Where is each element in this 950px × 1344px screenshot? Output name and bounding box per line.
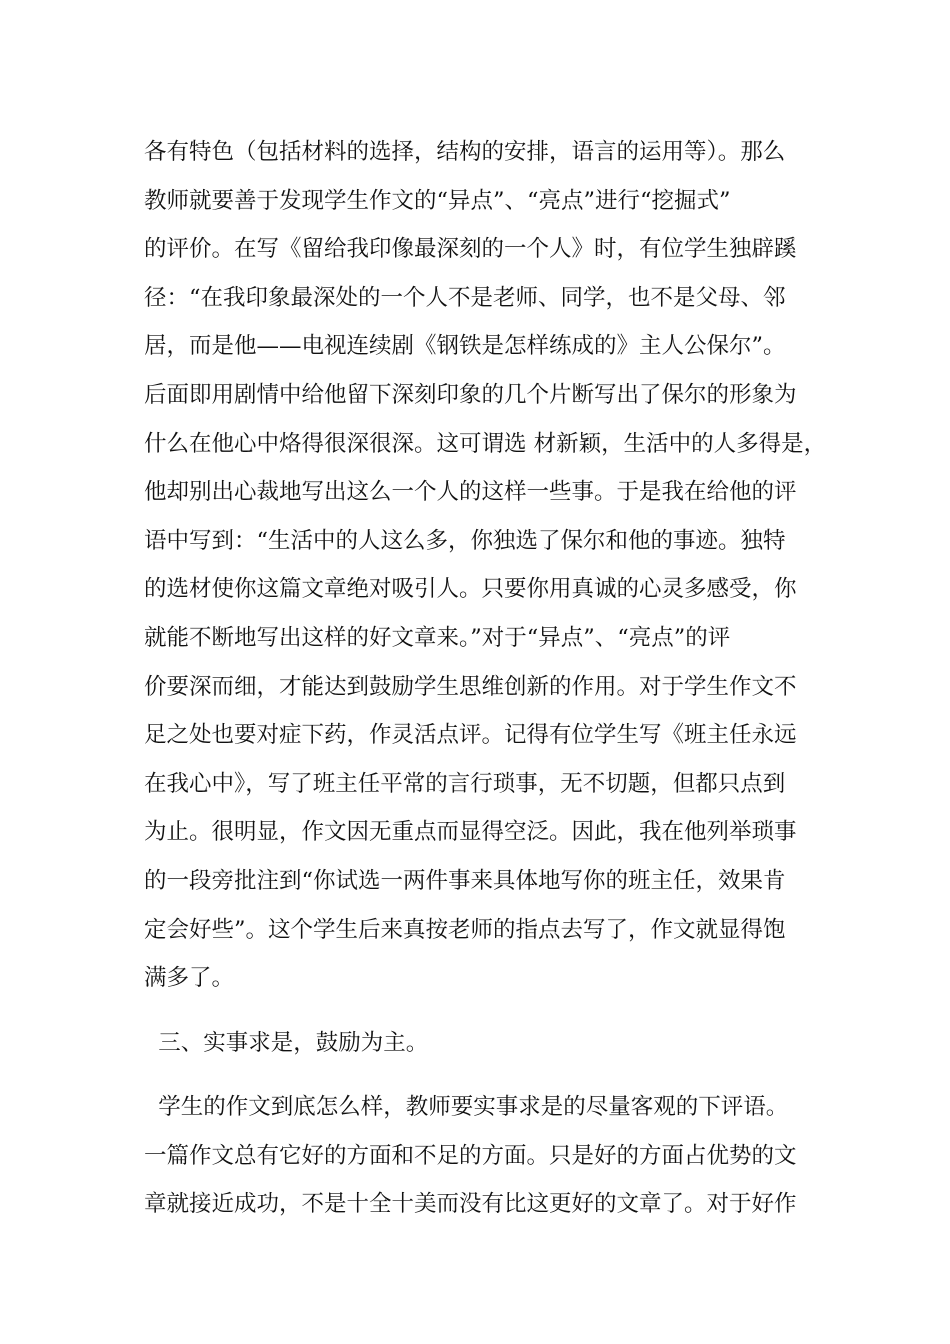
text-line: 章就接近成功，不是十全十美而没有比这更好的文章了。对于好作 (144, 1191, 797, 1218)
text-line: 他却别出心裁地写出这么一个人的这样一些事。于是我在给他的评 (144, 479, 797, 506)
text-line: 一篇作文总有它好的方面和不足的方面。只是好的方面占优势的文 (144, 1142, 797, 1169)
paragraph-spacer (144, 1067, 844, 1083)
text-line: 居，而是他——电视连续剧《钢铁是怎样练成的》主人公保尔”。 (144, 333, 786, 360)
paragraph-2 (144, 1083, 844, 1229)
text-line: 的选材使你这篇文章绝对吸引人。只要你用真诚的心灵多感受，你 (144, 576, 797, 603)
text-line: 后面即用剧情中给他留下深刻印象的几个片断写出了保尔的形象为 (144, 381, 797, 408)
document-body (144, 128, 844, 1229)
text-line: 在我心中》，写了班主任平常的言行琐事，无不切题，但都只点到 (144, 770, 786, 797)
paragraph-spacer (144, 1003, 844, 1019)
text-line: 语中写到：“生活中的人这么多，你独选了保尔和他的事迹。独特 (144, 527, 786, 554)
text-line: 足之处也要对症下药，作灵活点评。记得有位学生写《班主任永远 (144, 722, 797, 749)
paragraph-1 (144, 128, 844, 1003)
section-heading: 三、实事求是，鼓励为主。 (144, 1029, 429, 1056)
text-line: 径：“在我印象最深处的一个人不是老师、同学，也不是父母、邻 (144, 284, 786, 311)
text-line: 满多了。 (144, 965, 235, 992)
text-line: 就能不断地写出这样的好文章来。”对于“异点”、“亮点”的评 (144, 624, 731, 651)
text-line: 各有特色（包括材料的选择，结构的安排，语言的运用等）。那么 (144, 139, 786, 165)
text-line: 定会好些”。这个学生后来真按老师的指点去写了，作文就显得饱 (144, 916, 786, 943)
text-line: 的一段旁批注到“你试选一两件事来具体地写你的班主任，效果肯 (144, 867, 786, 894)
text-line: 价要深而细，才能达到鼓励学生思维创新的作用。对于学生作文不 (144, 673, 797, 700)
text-line: 学生的作文到底怎么样，教师要实事求是的尽量客观的下评语。 (144, 1094, 789, 1121)
text-line: 什么在他心中烙得很深很深。这可谓选 材新颖，生活中的人多得是， (144, 430, 827, 457)
text-line: 的评价。在写《留给我印像最深刻的一个人》时，有位学生独辟蹊 (144, 236, 797, 263)
text-line: 教师就要善于发现学生作文的“异点”、“亮点”进行“挖掘式” (144, 187, 731, 214)
text-line: 为止。很明显，作文因无重点而显得空泛。因此，我在他列举琐事 (144, 819, 797, 846)
